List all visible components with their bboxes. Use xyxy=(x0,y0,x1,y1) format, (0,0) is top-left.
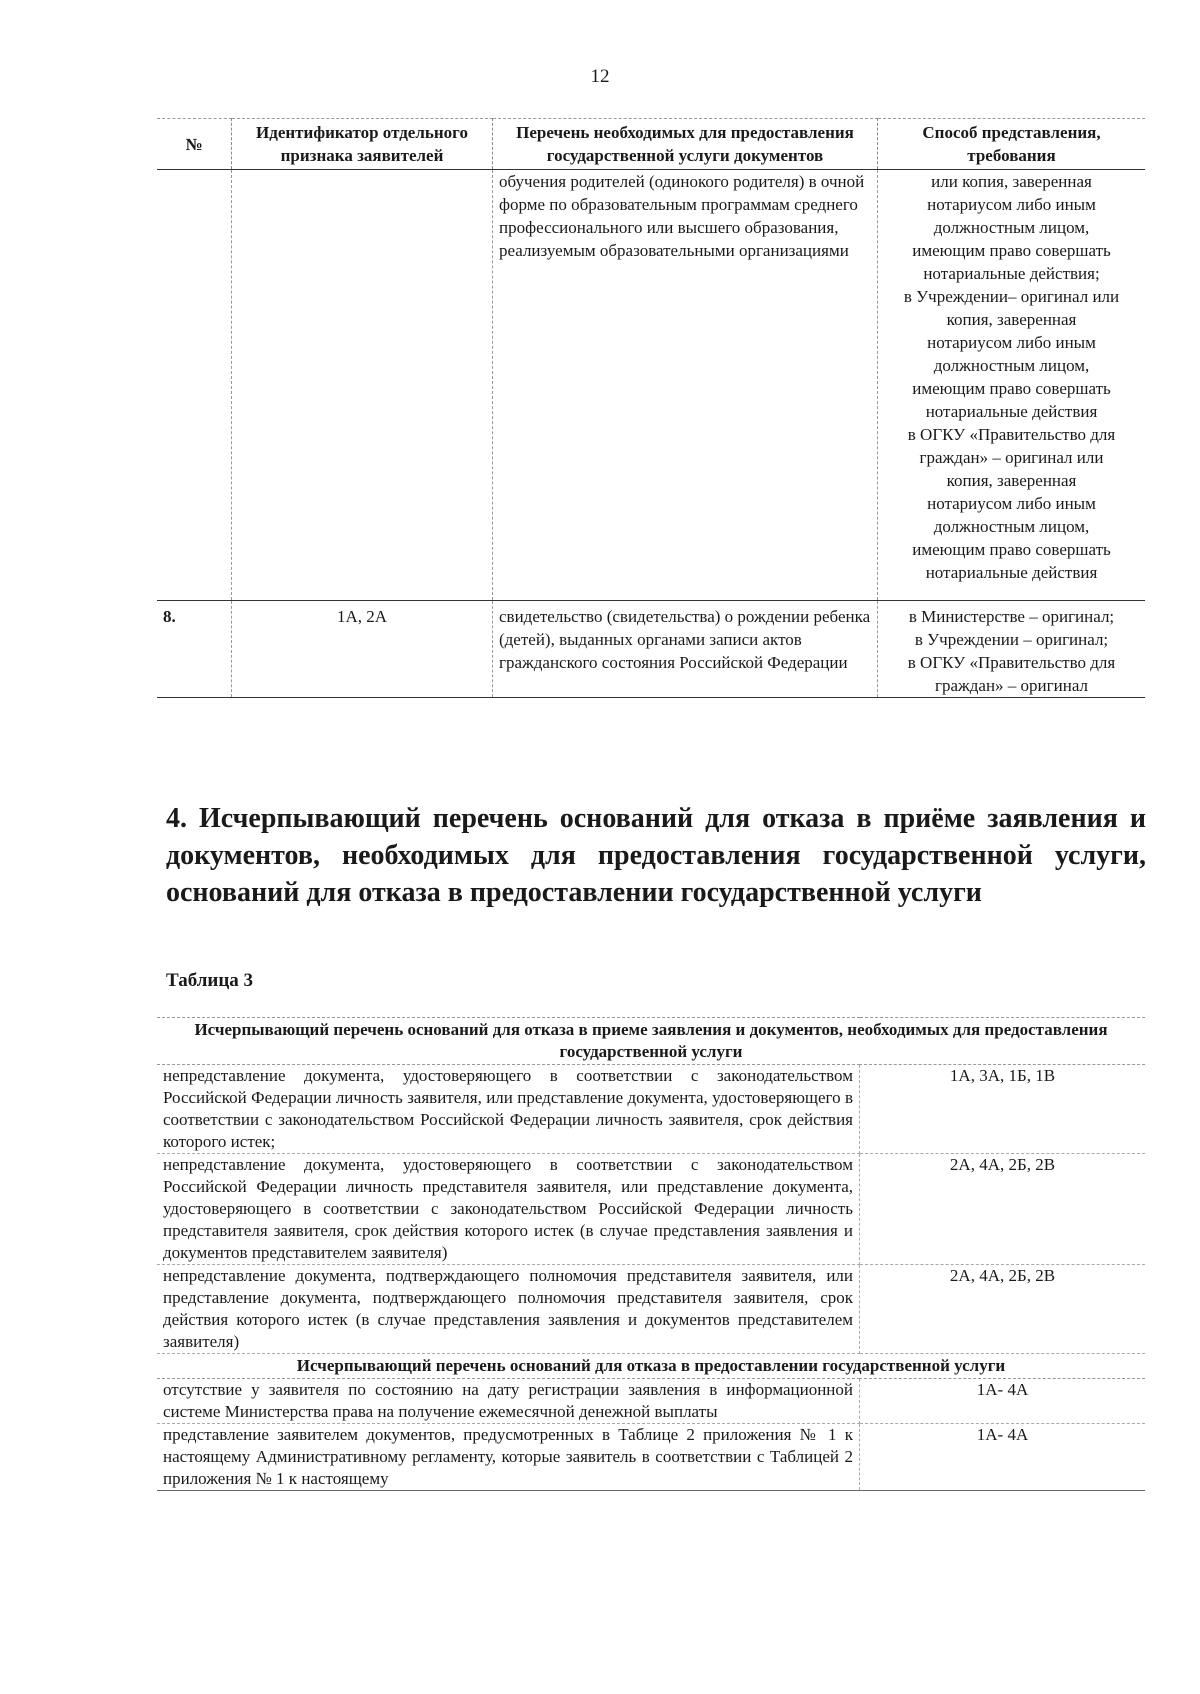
documents-table xyxy=(157,118,1145,698)
cell-documents: обучения родителей (одинокого родителя) в очной форме по образовательным программам среднего профессионального или высшего образования, реализуемым образовательными организациями xyxy=(493,170,878,601)
table-row xyxy=(157,170,1145,601)
codes-cell: 2А, 4А, 2Б, 2В xyxy=(860,1265,1146,1354)
table-row xyxy=(157,601,1145,698)
table-caption: Таблица 3 xyxy=(166,970,254,991)
cell-method: в Министерстве – оригинал; в Учреждении – оригинал; в ОГКУ «Правительство для граждан» – оригинал xyxy=(878,601,1146,698)
header-identifier: Идентификатор отдельного признака заявителей xyxy=(232,119,493,170)
table-row xyxy=(157,1379,1145,1424)
cell-number xyxy=(157,170,232,601)
cell-identifier xyxy=(232,170,493,601)
table-section-header xyxy=(157,1354,1145,1379)
header-documents: Перечень необходимых для предоставления государственной услуги документов xyxy=(493,119,878,170)
reason-cell: непредставление документа, удостоверяющего в соответствии с законодательством Российской Федерации личность заявителя, или представление документа, удостоверяющего в соответствии с законодательством Российской Федерации личность заявителя, срок действия которого истек; xyxy=(157,1065,860,1154)
reason-cell: представление заявителем документов, предусмотренных в Таблице 2 приложения № 1 к настоящему Административному регламенту, которые заявитель в соответствии с Таблицей 2 приложения № 1 к настоящему xyxy=(157,1424,860,1491)
header-method: Способ представления, требования xyxy=(878,119,1146,170)
table-row xyxy=(157,1265,1145,1354)
table-row xyxy=(157,1154,1145,1265)
codes-cell: 2А, 4А, 2Б, 2В xyxy=(860,1154,1146,1265)
page-number: 12 xyxy=(590,66,610,87)
table-row xyxy=(157,1065,1145,1154)
section-header-reception: Исчерпывающий перечень оснований для отказа в приеме заявления и документов, необходимых для предоставления государственной услуги xyxy=(157,1018,1145,1065)
codes-cell: 1А- 4А xyxy=(860,1379,1146,1424)
codes-cell: 1А, 3А, 1Б, 1В xyxy=(860,1065,1146,1154)
refusal-grounds-table xyxy=(157,1017,1145,1491)
cell-documents: свидетельство (свидетельства) о рождении ребенка (детей), выданных органами записи актов гражданского состояния Российской Федерации xyxy=(493,601,878,698)
cell-identifier: 1А, 2А xyxy=(232,601,493,698)
cell-number: 8. xyxy=(157,601,232,698)
section-header-service: Исчерпывающий перечень оснований для отказа в предоставлении государственной услуги xyxy=(157,1354,1145,1379)
reason-cell: непредставление документа, подтверждающего полномочия представителя заявителя, или представление документа, подтверждающего полномочия представителя заявителя, срок действия которого истек (в случае представления заявления и документов представителем заявителя) xyxy=(157,1265,860,1354)
section-heading: 4. Исчерпывающий перечень оснований для отказа в приёме заявления и документов, необходимых для предоставления государственной услуги, оснований для отказа в предоставлении государственной услуги xyxy=(166,803,1146,908)
table-section-header xyxy=(157,1018,1145,1065)
cell-method: или копия, заверенная нотариусом либо иным должностным лицом, имеющим право совершать нотариальные действия; в Учреждении– оригинал или копия, заверенная нотариусом либо иным должностным лицом, имеющим право совершать нотариальные действия в ОГКУ «Правительство для граждан» – оригинал или копия, заверенная нотариусом либо иным должностным лицом, имеющим право совершать нотариальные действия xyxy=(903,172,1120,582)
header-number: № xyxy=(157,119,232,170)
reason-cell: непредставление документа, удостоверяющего в соответствии с законодательством Российской Федерации личность представителя заявителя, или представление документа, удостоверяющего в соответствии с законодательством Российской Федерации личность представителя заявителя, срок действия которого истек (в случае представления заявления и документов представителем заявителя) xyxy=(157,1154,860,1265)
codes-cell: 1А- 4А xyxy=(860,1424,1146,1491)
reason-cell: отсутствие у заявителя по состоянию на дату регистрации заявления в информационной системе Министерства права на получение ежемесячной денежной выплаты xyxy=(157,1379,860,1424)
table-row xyxy=(157,1424,1145,1491)
table-header-row xyxy=(157,119,1145,170)
